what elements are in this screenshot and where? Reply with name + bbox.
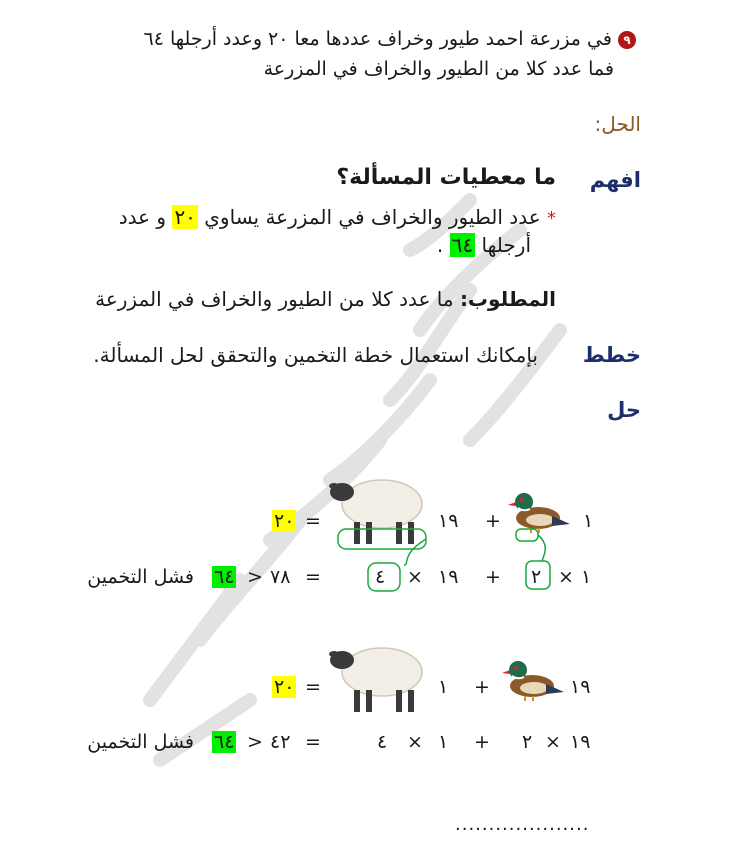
plan-label: خطط	[582, 343, 641, 367]
g1-times-2: ×	[407, 566, 423, 588]
understand-label: افهم	[589, 168, 641, 192]
g2-times-1: ×	[545, 731, 561, 753]
given-line-1: * عدد الطيور والخراف في المزرعة يساوي ٢٠ و عدد	[118, 205, 556, 229]
g2-birds: ١٩	[570, 676, 591, 698]
g1-plus-2: +	[485, 566, 501, 588]
g2-result: ٤٢	[270, 731, 291, 753]
g1-times-1: ×	[558, 566, 574, 588]
understand-heading: ما معطيات المسألة؟	[336, 165, 556, 190]
sheep-icon	[324, 638, 428, 716]
required-text: ما عدد كلا من الطيور والخراف في المزرعة	[95, 287, 454, 311]
g1-equals: =	[305, 510, 321, 532]
g2-compare: >	[247, 731, 263, 753]
g2-total: ٢٠	[274, 676, 295, 698]
g1-target: ٦٤	[214, 566, 235, 588]
g1-legs-sheep-count: ١٩	[438, 566, 459, 588]
plan-text: بإمكانك استعمال خطة التخمين والتحقق لحل المسألة.	[93, 343, 538, 367]
question-text-1: في مزرعة احمد طيور وخراف عددها معا ٢٠ وعدد أرجلها ٦٤	[143, 28, 612, 50]
bullet-star: *	[547, 208, 556, 229]
highlight-total: ٢٠	[174, 205, 196, 229]
question-line-1	[144, 28, 636, 50]
g1-legs-birds-count: ١	[581, 566, 592, 588]
given-line-2: أرجلها ٦٤ .	[436, 233, 531, 257]
g1-result: ٧٨	[270, 566, 291, 588]
g2-target: ٦٤	[214, 731, 235, 753]
g1-equals-2: =	[305, 566, 321, 588]
g2-sheep: ١	[438, 676, 449, 698]
g2-sheep-legs: ٤	[377, 731, 388, 753]
g1-total: ٢٠	[274, 510, 295, 532]
g2-bird-legs: ٢	[522, 731, 533, 753]
required-label: المطلوب:	[459, 287, 556, 311]
g2-equals-2: =	[305, 731, 321, 753]
highlight-legs: ٦٤	[451, 233, 474, 257]
solution-label: الحل:	[594, 112, 641, 136]
question-number-badge: ٩	[618, 31, 636, 49]
g2-equals: =	[305, 676, 321, 698]
g1-verdict: فشل التخمين	[87, 566, 194, 588]
duck-icon	[502, 656, 566, 702]
solve-label: حل	[607, 398, 641, 422]
g2-times-2: ×	[407, 731, 423, 753]
g2-legs-sheep-count: ١	[438, 731, 449, 753]
g2-plus: +	[474, 676, 490, 698]
g2-plus-2: +	[474, 731, 490, 753]
g1-sheep-legs: ٤	[375, 566, 386, 588]
required-line	[95, 287, 556, 311]
continuation-dots: ....................	[455, 814, 590, 835]
g1-plus: +	[485, 510, 501, 532]
g1-birds: ١	[583, 510, 594, 532]
g1-bird-legs: ٢	[531, 566, 542, 588]
g1-compare: >	[247, 566, 263, 588]
g2-legs-birds-count: ١٩	[570, 731, 591, 753]
question-line-2: فما عدد كلا من الطيور والخراف في المزرعة	[263, 58, 614, 80]
g2-verdict: فشل التخمين	[87, 731, 194, 753]
g1-sheep: ١٩	[438, 510, 459, 532]
